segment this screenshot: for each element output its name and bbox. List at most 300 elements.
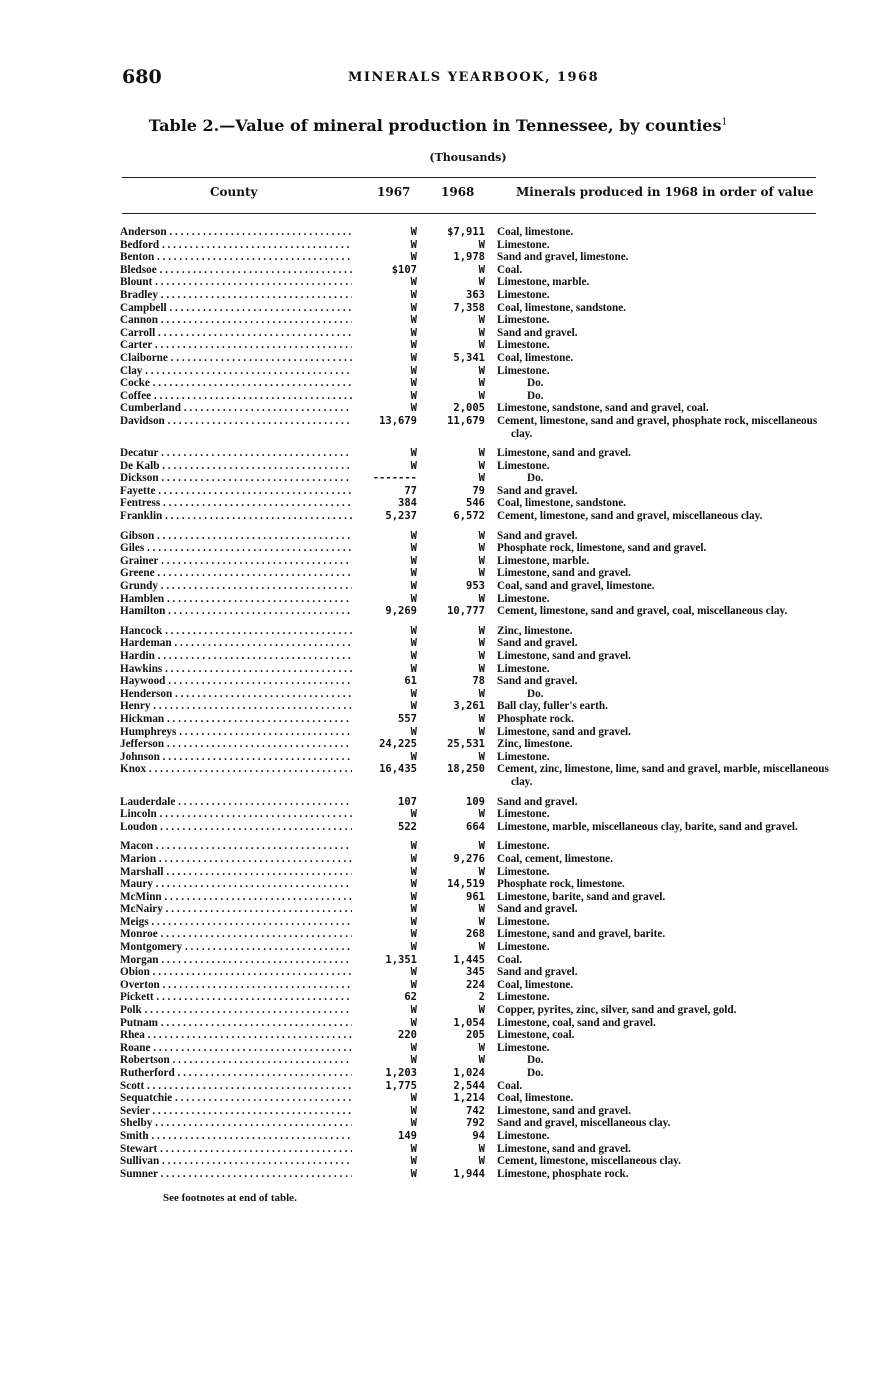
value-1968: 268 bbox=[466, 928, 485, 941]
value-1968: W bbox=[478, 840, 485, 853]
minerals-list: Cement, zinc, limestone, lime, sand and gravel, marble, miscellaneous clay. bbox=[497, 763, 829, 788]
minerals-list: Limestone. bbox=[497, 288, 550, 301]
value-1967: 77 bbox=[404, 484, 417, 497]
value-1967: W bbox=[410, 447, 417, 460]
minerals-list: Limestone. bbox=[497, 662, 550, 675]
county-name: Henry . . . bbox=[120, 700, 352, 713]
minerals-list: Coal, limestone. bbox=[497, 1092, 574, 1105]
minerals-list: Do. bbox=[527, 687, 544, 700]
table-row bbox=[0, 555, 876, 568]
value-1968: W bbox=[478, 276, 485, 289]
table-row bbox=[0, 327, 876, 340]
table-title bbox=[0, 116, 876, 135]
table-row bbox=[0, 821, 876, 834]
table-row bbox=[0, 1080, 876, 1093]
value-1967: 1,775 bbox=[385, 1079, 417, 1092]
value-1968: 94 bbox=[472, 1129, 485, 1142]
table-row bbox=[0, 979, 876, 992]
minerals-list: Limestone. bbox=[497, 1129, 550, 1142]
value-1968: W bbox=[478, 662, 485, 675]
minerals-list: Zinc, limestone. bbox=[497, 738, 573, 751]
county-name: Knox . . . bbox=[120, 763, 352, 776]
table-row bbox=[0, 339, 876, 352]
minerals-list: Limestone, sand and gravel. bbox=[497, 1142, 631, 1155]
county-name: Putnam . . . bbox=[120, 1017, 352, 1030]
county-name: Morgan . . . bbox=[120, 954, 352, 967]
minerals-list: Limestone, marble. bbox=[497, 276, 590, 289]
minerals-list: Coal, cement, limestone. bbox=[497, 852, 613, 865]
value-1968: W bbox=[478, 624, 485, 637]
minerals-list: Sand and gravel. bbox=[497, 795, 578, 808]
county-name: Anderson . . . bbox=[120, 226, 352, 239]
value-1968: W bbox=[478, 750, 485, 763]
value-1967: W bbox=[410, 1054, 417, 1067]
value-1967: W bbox=[410, 351, 417, 364]
county-name: Hardeman . . . bbox=[120, 637, 352, 650]
county-name: Meigs . . . bbox=[120, 916, 352, 929]
value-1968: 1,024 bbox=[453, 1067, 485, 1079]
county-name: Sumner . . . bbox=[120, 1168, 352, 1181]
table-row bbox=[0, 472, 876, 485]
value-1967: W bbox=[410, 637, 417, 650]
table-row bbox=[0, 738, 876, 751]
county-name: Marion . . . bbox=[120, 853, 352, 866]
county-name: Haywood . . . bbox=[120, 675, 352, 688]
county-name: Carter . . . bbox=[120, 339, 352, 352]
county-name: Johnson . . . bbox=[120, 751, 352, 764]
table-row bbox=[0, 916, 876, 929]
minerals-list: Zinc, limestone. bbox=[497, 624, 573, 637]
table-row bbox=[0, 853, 876, 866]
value-1968: W bbox=[478, 1004, 485, 1017]
table-row bbox=[0, 402, 876, 415]
county-name: De Kalb . . . bbox=[120, 460, 352, 473]
county-name: Henderson . . . bbox=[120, 688, 352, 701]
table-subtitle: (Thousands) bbox=[429, 151, 507, 164]
value-1968: W bbox=[478, 637, 485, 650]
county-name: Dickson . . . bbox=[120, 472, 352, 485]
value-1968: 5,341 bbox=[453, 351, 485, 364]
value-1968: W bbox=[478, 725, 485, 738]
table-row bbox=[0, 460, 876, 473]
table-row bbox=[0, 447, 876, 460]
value-1967: W bbox=[410, 1117, 417, 1130]
minerals-list: Do. bbox=[527, 377, 544, 390]
value-1967: W bbox=[410, 700, 417, 713]
county-name: Sevier . . . bbox=[120, 1105, 352, 1118]
value-1967: W bbox=[410, 1041, 417, 1054]
table-row bbox=[0, 1004, 876, 1017]
minerals-list: Limestone, barite, sand and gravel. bbox=[497, 890, 666, 903]
value-1968: 205 bbox=[466, 1029, 485, 1042]
county-name: Overton . . . bbox=[120, 979, 352, 992]
table-row bbox=[0, 700, 876, 713]
minerals-list: Cement, limestone, sand and gravel, phosphate rock, miscellaneous clay. bbox=[497, 414, 818, 440]
value-1967: W bbox=[410, 389, 417, 402]
header-county: County bbox=[210, 185, 258, 199]
table-header-rule bbox=[122, 213, 816, 214]
value-1967: 9,269 bbox=[385, 605, 417, 618]
table-row bbox=[0, 1092, 876, 1105]
minerals-list: Limestone, sand and gravel. bbox=[497, 1104, 631, 1117]
minerals-list: Do. bbox=[527, 389, 544, 402]
value-1968: 109 bbox=[466, 795, 485, 808]
value-1967: W bbox=[410, 978, 417, 991]
value-1967: W bbox=[410, 808, 417, 821]
table-row bbox=[0, 966, 876, 979]
value-1968: W bbox=[478, 1041, 485, 1054]
county-name: Cumberland . . . bbox=[120, 402, 352, 415]
minerals-list: Limestone. bbox=[497, 238, 550, 251]
value-1967: W bbox=[410, 878, 417, 891]
minerals-list: Coal, limestone. bbox=[497, 226, 574, 238]
value-1968: 14,519 bbox=[447, 878, 485, 891]
county-name: Benton . . . bbox=[120, 251, 352, 264]
table-row bbox=[0, 1168, 876, 1181]
county-name: Montgomery . . . bbox=[120, 941, 352, 954]
table-row bbox=[0, 226, 876, 239]
table-row bbox=[0, 763, 876, 788]
value-1967: W bbox=[410, 966, 417, 979]
table-row bbox=[0, 264, 876, 277]
county-name: Stewart . . . bbox=[120, 1143, 352, 1156]
table-row bbox=[0, 377, 876, 390]
table-row bbox=[0, 1067, 876, 1080]
value-1967: W bbox=[410, 276, 417, 289]
minerals-list: Limestone. bbox=[497, 840, 550, 853]
value-1967: W bbox=[410, 725, 417, 738]
value-1968: W bbox=[478, 1142, 485, 1155]
table-body bbox=[0, 226, 876, 1180]
minerals-list: Coal, limestone. bbox=[497, 978, 574, 991]
value-1967: W bbox=[410, 402, 417, 415]
value-1967: W bbox=[410, 567, 417, 580]
value-1968: 345 bbox=[466, 966, 485, 979]
table-row bbox=[0, 352, 876, 365]
minerals-list: Copper, pyrites, zinc, silver, sand and gravel, gold. bbox=[497, 1004, 737, 1017]
table-row bbox=[0, 808, 876, 821]
value-1967: 1,351 bbox=[385, 953, 417, 966]
minerals-list: Sand and gravel. bbox=[497, 529, 578, 542]
county-name: Maury . . . bbox=[120, 878, 352, 891]
county-name: McNairy . . . bbox=[120, 903, 352, 916]
value-1968: W bbox=[478, 1054, 485, 1067]
value-1968: W bbox=[478, 592, 485, 605]
county-name: Scott . . . bbox=[120, 1080, 352, 1093]
table-row bbox=[0, 251, 876, 264]
county-name: Bedford . . . bbox=[120, 239, 352, 252]
value-1968: W bbox=[478, 389, 485, 402]
value-1968: 6,572 bbox=[453, 510, 485, 523]
county-name: Cocke . . . bbox=[120, 377, 352, 390]
value-1968: W bbox=[478, 364, 485, 377]
value-1968: 18,250 bbox=[447, 763, 485, 776]
value-1967: W bbox=[410, 580, 417, 593]
value-1968: W bbox=[478, 459, 485, 472]
table-row bbox=[0, 637, 876, 650]
value-1968: W bbox=[478, 529, 485, 542]
table-row bbox=[0, 289, 876, 302]
value-1967: W bbox=[410, 903, 417, 916]
value-1967: W bbox=[410, 1104, 417, 1117]
table-row bbox=[0, 954, 876, 967]
county-name: Roane . . . bbox=[120, 1042, 352, 1055]
value-1967: W bbox=[410, 1004, 417, 1017]
minerals-list: Limestone. bbox=[497, 314, 550, 327]
minerals-list: Limestone. bbox=[497, 592, 550, 605]
county-name: Marshall . . . bbox=[120, 866, 352, 879]
county-name: Hickman . . . bbox=[120, 713, 352, 726]
value-1968: W bbox=[478, 903, 485, 916]
minerals-list: Sand and gravel. bbox=[497, 326, 578, 339]
minerals-list: Sand and gravel. bbox=[497, 637, 578, 650]
table-row bbox=[0, 567, 876, 580]
county-name: Lincoln . . . bbox=[120, 808, 352, 821]
value-1967: W bbox=[410, 592, 417, 605]
value-1968: 2 bbox=[478, 991, 485, 1004]
table-row bbox=[0, 751, 876, 764]
table-row bbox=[0, 991, 876, 1004]
table-row bbox=[0, 530, 876, 543]
table-row bbox=[0, 1130, 876, 1143]
county-name: Lauderdale . . . bbox=[120, 796, 352, 809]
minerals-list: Limestone, sand and gravel. bbox=[497, 567, 631, 580]
value-1967: W bbox=[410, 339, 417, 352]
table-row bbox=[0, 1155, 876, 1168]
county-name: Smith . . . bbox=[120, 1130, 352, 1143]
minerals-list: Sand and gravel. bbox=[497, 903, 578, 916]
value-1968: W bbox=[478, 263, 485, 276]
county-name: Rhea . . . bbox=[120, 1029, 352, 1042]
minerals-list: Sand and gravel. bbox=[497, 966, 578, 979]
minerals-list: Limestone. bbox=[497, 941, 550, 954]
county-name: Rutherford . . . bbox=[120, 1067, 352, 1080]
minerals-list: Sand and gravel. bbox=[497, 675, 578, 688]
value-1968: W bbox=[478, 472, 485, 485]
minerals-list: Limestone. bbox=[497, 865, 550, 878]
value-1967: W bbox=[410, 662, 417, 675]
minerals-list: Do. bbox=[527, 1067, 544, 1079]
table-row bbox=[0, 1105, 876, 1118]
table-row bbox=[0, 796, 876, 809]
value-1968: 961 bbox=[466, 890, 485, 903]
county-name: Campbell . . . bbox=[120, 302, 352, 315]
value-1967: W bbox=[410, 288, 417, 301]
footnote-note: See footnotes at end of table. bbox=[163, 1192, 297, 1204]
table-row bbox=[0, 650, 876, 663]
value-1967: W bbox=[410, 1155, 417, 1168]
header-minerals: Minerals produced in 1968 in order of value bbox=[516, 185, 814, 199]
minerals-list: Limestone, sand and gravel, barite. bbox=[497, 928, 666, 941]
county-name: Greene . . . bbox=[120, 567, 352, 580]
value-1967: W bbox=[410, 1092, 417, 1105]
minerals-list: Coal, limestone. bbox=[497, 351, 574, 364]
value-1968: W bbox=[478, 339, 485, 352]
minerals-list: Do. bbox=[527, 1054, 544, 1067]
value-1967: 61 bbox=[404, 675, 417, 688]
value-1968: W bbox=[478, 808, 485, 821]
minerals-list: Limestone, marble, miscellaneous clay, barite, sand and gravel. bbox=[497, 820, 798, 833]
value-1967: W bbox=[410, 364, 417, 377]
value-1967: ------- bbox=[372, 472, 417, 485]
county-name: Macon . . . bbox=[120, 840, 352, 853]
minerals-list: Phosphate rock, limestone. bbox=[497, 878, 625, 891]
value-1968: 9,276 bbox=[453, 852, 485, 865]
value-1968: 2,005 bbox=[453, 402, 485, 415]
county-name: Bradley . . . bbox=[120, 289, 352, 302]
value-1968: 546 bbox=[466, 497, 485, 510]
county-name: Claiborne . . . bbox=[120, 352, 352, 365]
value-1967: W bbox=[410, 542, 417, 555]
value-1968: 363 bbox=[466, 288, 485, 301]
county-name: Hawkins . . . bbox=[120, 663, 352, 676]
table-row bbox=[0, 1042, 876, 1055]
value-1967: W bbox=[410, 314, 417, 327]
value-1968: W bbox=[478, 687, 485, 700]
table-top-rule bbox=[122, 177, 816, 178]
value-1968: W bbox=[478, 1155, 485, 1168]
table-row bbox=[0, 891, 876, 904]
value-1967: W bbox=[410, 1016, 417, 1029]
value-1967: 24,225 bbox=[379, 738, 417, 751]
county-name: Monroe . . . bbox=[120, 928, 352, 941]
value-1968: $7,911 bbox=[447, 226, 485, 238]
value-1968: 2,544 bbox=[453, 1079, 485, 1092]
minerals-list: Limestone, sand and gravel. bbox=[497, 650, 631, 662]
minerals-list: Cement, limestone, sand and gravel, coal, miscellaneous clay. bbox=[497, 605, 788, 618]
county-name: Decatur . . . bbox=[120, 447, 352, 460]
value-1967: W bbox=[410, 529, 417, 542]
table-row bbox=[0, 239, 876, 252]
value-1967: $107 bbox=[391, 263, 417, 276]
table-row bbox=[0, 688, 876, 701]
value-1968: W bbox=[478, 554, 485, 567]
value-1968: W bbox=[478, 314, 485, 327]
table-row bbox=[0, 1017, 876, 1030]
minerals-list: Coal, limestone, sandstone. bbox=[497, 301, 626, 314]
value-1968: 1,978 bbox=[453, 251, 485, 264]
minerals-list: Sand and gravel, miscellaneous clay. bbox=[497, 1117, 671, 1130]
minerals-list: Cement, limestone, sand and gravel, miscellaneous clay. bbox=[497, 510, 763, 523]
minerals-list: Limestone, sand and gravel. bbox=[497, 447, 631, 460]
table-row bbox=[0, 941, 876, 954]
table-row bbox=[0, 593, 876, 606]
minerals-list: Limestone, sandstone, sand and gravel, coal. bbox=[497, 402, 709, 415]
county-name: Clay . . . bbox=[120, 365, 352, 378]
minerals-list: Cement, limestone, miscellaneous clay. bbox=[497, 1155, 681, 1168]
value-1968: 1,445 bbox=[453, 953, 485, 966]
minerals-list: Limestone. bbox=[497, 364, 550, 377]
value-1968: 25,531 bbox=[447, 738, 485, 751]
value-1967: 522 bbox=[398, 820, 417, 833]
table-row bbox=[0, 390, 876, 403]
value-1968: W bbox=[478, 650, 485, 662]
value-1967: 13,679 bbox=[379, 414, 417, 427]
county-name: Blount . . . bbox=[120, 276, 352, 289]
value-1968: W bbox=[478, 542, 485, 555]
county-name: Franklin . . . bbox=[120, 510, 352, 523]
value-1968: 224 bbox=[466, 978, 485, 991]
county-name: Polk . . . bbox=[120, 1004, 352, 1017]
value-1968: W bbox=[478, 447, 485, 460]
value-1968: 1,214 bbox=[453, 1092, 485, 1105]
county-name: Fentress . . . bbox=[120, 497, 352, 510]
minerals-list: Limestone. bbox=[497, 915, 550, 928]
value-1968: W bbox=[478, 238, 485, 251]
county-name: Hancock . . . bbox=[120, 625, 352, 638]
value-1967: W bbox=[410, 326, 417, 339]
minerals-list: Sand and gravel. bbox=[497, 484, 578, 497]
county-name: Gibson . . . bbox=[120, 530, 352, 543]
value-1967: W bbox=[410, 941, 417, 954]
county-name: Hardin . . . bbox=[120, 650, 352, 663]
running-head: MINERALS YEARBOOK, 1968 bbox=[348, 70, 600, 85]
minerals-list: Coal, limestone, sandstone. bbox=[497, 497, 626, 510]
value-1967: 149 bbox=[398, 1129, 417, 1142]
table-row bbox=[0, 878, 876, 891]
county-name: Jefferson . . . bbox=[120, 738, 352, 751]
table-row bbox=[0, 605, 876, 618]
value-1967: 5,237 bbox=[385, 510, 417, 523]
table-row bbox=[0, 625, 876, 638]
value-1968: 1,054 bbox=[453, 1016, 485, 1029]
value-1967: W bbox=[410, 750, 417, 763]
value-1967: 557 bbox=[398, 712, 417, 725]
minerals-list: Phosphate rock, limestone, sand and gravel. bbox=[497, 542, 707, 555]
value-1968: 10,777 bbox=[447, 605, 485, 618]
minerals-list: Coal. bbox=[497, 263, 523, 276]
value-1967: W bbox=[410, 687, 417, 700]
minerals-list: Limestone, coal, sand and gravel. bbox=[497, 1016, 656, 1029]
table-row bbox=[0, 415, 876, 440]
value-1967: W bbox=[410, 852, 417, 865]
value-1967: W bbox=[410, 1142, 417, 1155]
minerals-list: Limestone, phosphate rock. bbox=[497, 1167, 629, 1180]
value-1968: 742 bbox=[466, 1104, 485, 1117]
minerals-list: Coal. bbox=[497, 1079, 523, 1092]
table-row bbox=[0, 675, 876, 688]
value-1967: 107 bbox=[398, 795, 417, 808]
value-1967: W bbox=[410, 928, 417, 941]
title-footnote-marker: 1 bbox=[721, 117, 728, 128]
minerals-list: Limestone. bbox=[497, 339, 550, 352]
value-1967: W bbox=[410, 865, 417, 878]
value-1968: 664 bbox=[466, 820, 485, 833]
value-1967: W bbox=[410, 238, 417, 251]
value-1967: W bbox=[410, 915, 417, 928]
minerals-list: Sand and gravel, limestone. bbox=[497, 251, 629, 264]
county-name: Hamblen . . . bbox=[120, 593, 352, 606]
value-1968: 78 bbox=[472, 675, 485, 688]
minerals-list: Limestone. bbox=[497, 808, 550, 821]
minerals-list: Limestone, marble. bbox=[497, 554, 590, 567]
county-name: Bledsoe . . . bbox=[120, 264, 352, 277]
value-1968: 792 bbox=[466, 1117, 485, 1130]
value-1967: W bbox=[410, 301, 417, 314]
table-row bbox=[0, 928, 876, 941]
table-row bbox=[0, 663, 876, 676]
page-number: 680 bbox=[122, 66, 162, 88]
table-row bbox=[0, 510, 876, 523]
county-name: Cannon . . . bbox=[120, 314, 352, 327]
minerals-list: Coal, sand and gravel, limestone. bbox=[497, 580, 655, 593]
county-name: Grundy . . . bbox=[120, 580, 352, 593]
value-1967: W bbox=[410, 377, 417, 390]
table-row bbox=[0, 726, 876, 739]
value-1968: W bbox=[478, 712, 485, 725]
table-row bbox=[0, 314, 876, 327]
table-row bbox=[0, 365, 876, 378]
